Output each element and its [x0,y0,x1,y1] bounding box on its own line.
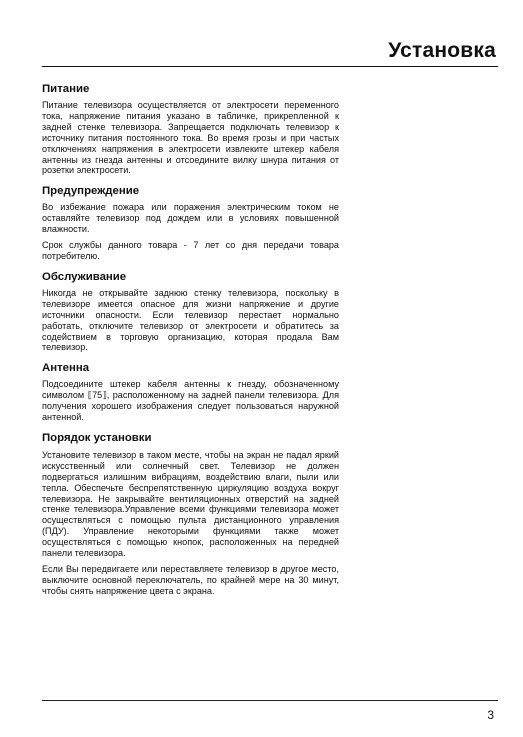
section-paragraph: Во избежание пожара или поражения электрическим током не оставляйте телевизор под дождем или в условиях повышенной влажности. [42,202,339,235]
page-title: Установка [388,39,496,62]
section-paragraph: Если Вы передвигаете или переставляете телевизор в другое место, выключите основной переключатель, по крайней мере на 30 минут, чтобы снять напряжение цвета с экрана. [42,564,339,596]
section-paragraph: Срок службы данного товара - 7 лет со дня передачи товара потребителю. [42,240,339,261]
section-heading: Предупреждение [42,185,140,198]
section-paragraph: Никогда не открывайте заднюю стенку телевизора, поскольку в телевизоре имеется опасное для жизни напряжение и другие источники опасности. Если телевизор перестает нормально работать, отключите телевизор от электросети и обратитесь за содействием в торговую организацию, которая продала Вам телевизор. [42,287,339,353]
document-body [42,82,339,597]
section-paragraph: Питание телевизора осуществляется от электросети переменного тока, напряжение питания указано в табличке, прикрепленной к задней стенке телевизора. Запрещается подключать телевизор к источнику питания постоянного тока. Во время грозы и при частых отключениях напряжения в электросети извлеките штекер кабеля антенны из гнезда антенны и отсоедините вилку шнура питания от розетки электросети. [42,100,339,176]
footer-divider [42,700,498,701]
section-antenna [42,361,339,423]
section-heading: Обслуживание [42,270,127,283]
section-installation [42,431,339,597]
section-heading: Антенна [42,362,90,375]
section-heading: Питание [42,83,90,95]
section-maintenance [42,270,339,353]
section-heading: Порядок установки [42,431,152,444]
page-number: 3 [487,708,494,722]
section-power [42,82,339,176]
page-header [42,38,498,67]
title-divider [42,66,498,67]
section-paragraph: Установите телевизор в таком месте, чтобы на экран не падал яркий искусственный или солнечный свет. Телевизор не должен подвергаться излишним вибрациям, воздействию влаги, пыли или тепла. Обеспечьте беспрепятственную циркуляцию воздуха вокруг телевизора. Не закрывайте вентиляционных отверстий на задней стенке телевизора.Управление всеми функциями телевизора может осуществляться с помощью пульта дистанционного управления (ПДУ). Управление некоторыми функциями также может осуществляться с помощью кнопок, расположенных на передней панели телевизора. [42,449,339,559]
section-warning [42,184,339,262]
section-paragraph: Подсоедините штекер кабеля антенны к гнезду, обозначенному символом ⟦75⟧, расположенному на задней панели телевизора. Для получения хорошего изображения следует пользоваться наружной антенной. [42,379,339,423]
